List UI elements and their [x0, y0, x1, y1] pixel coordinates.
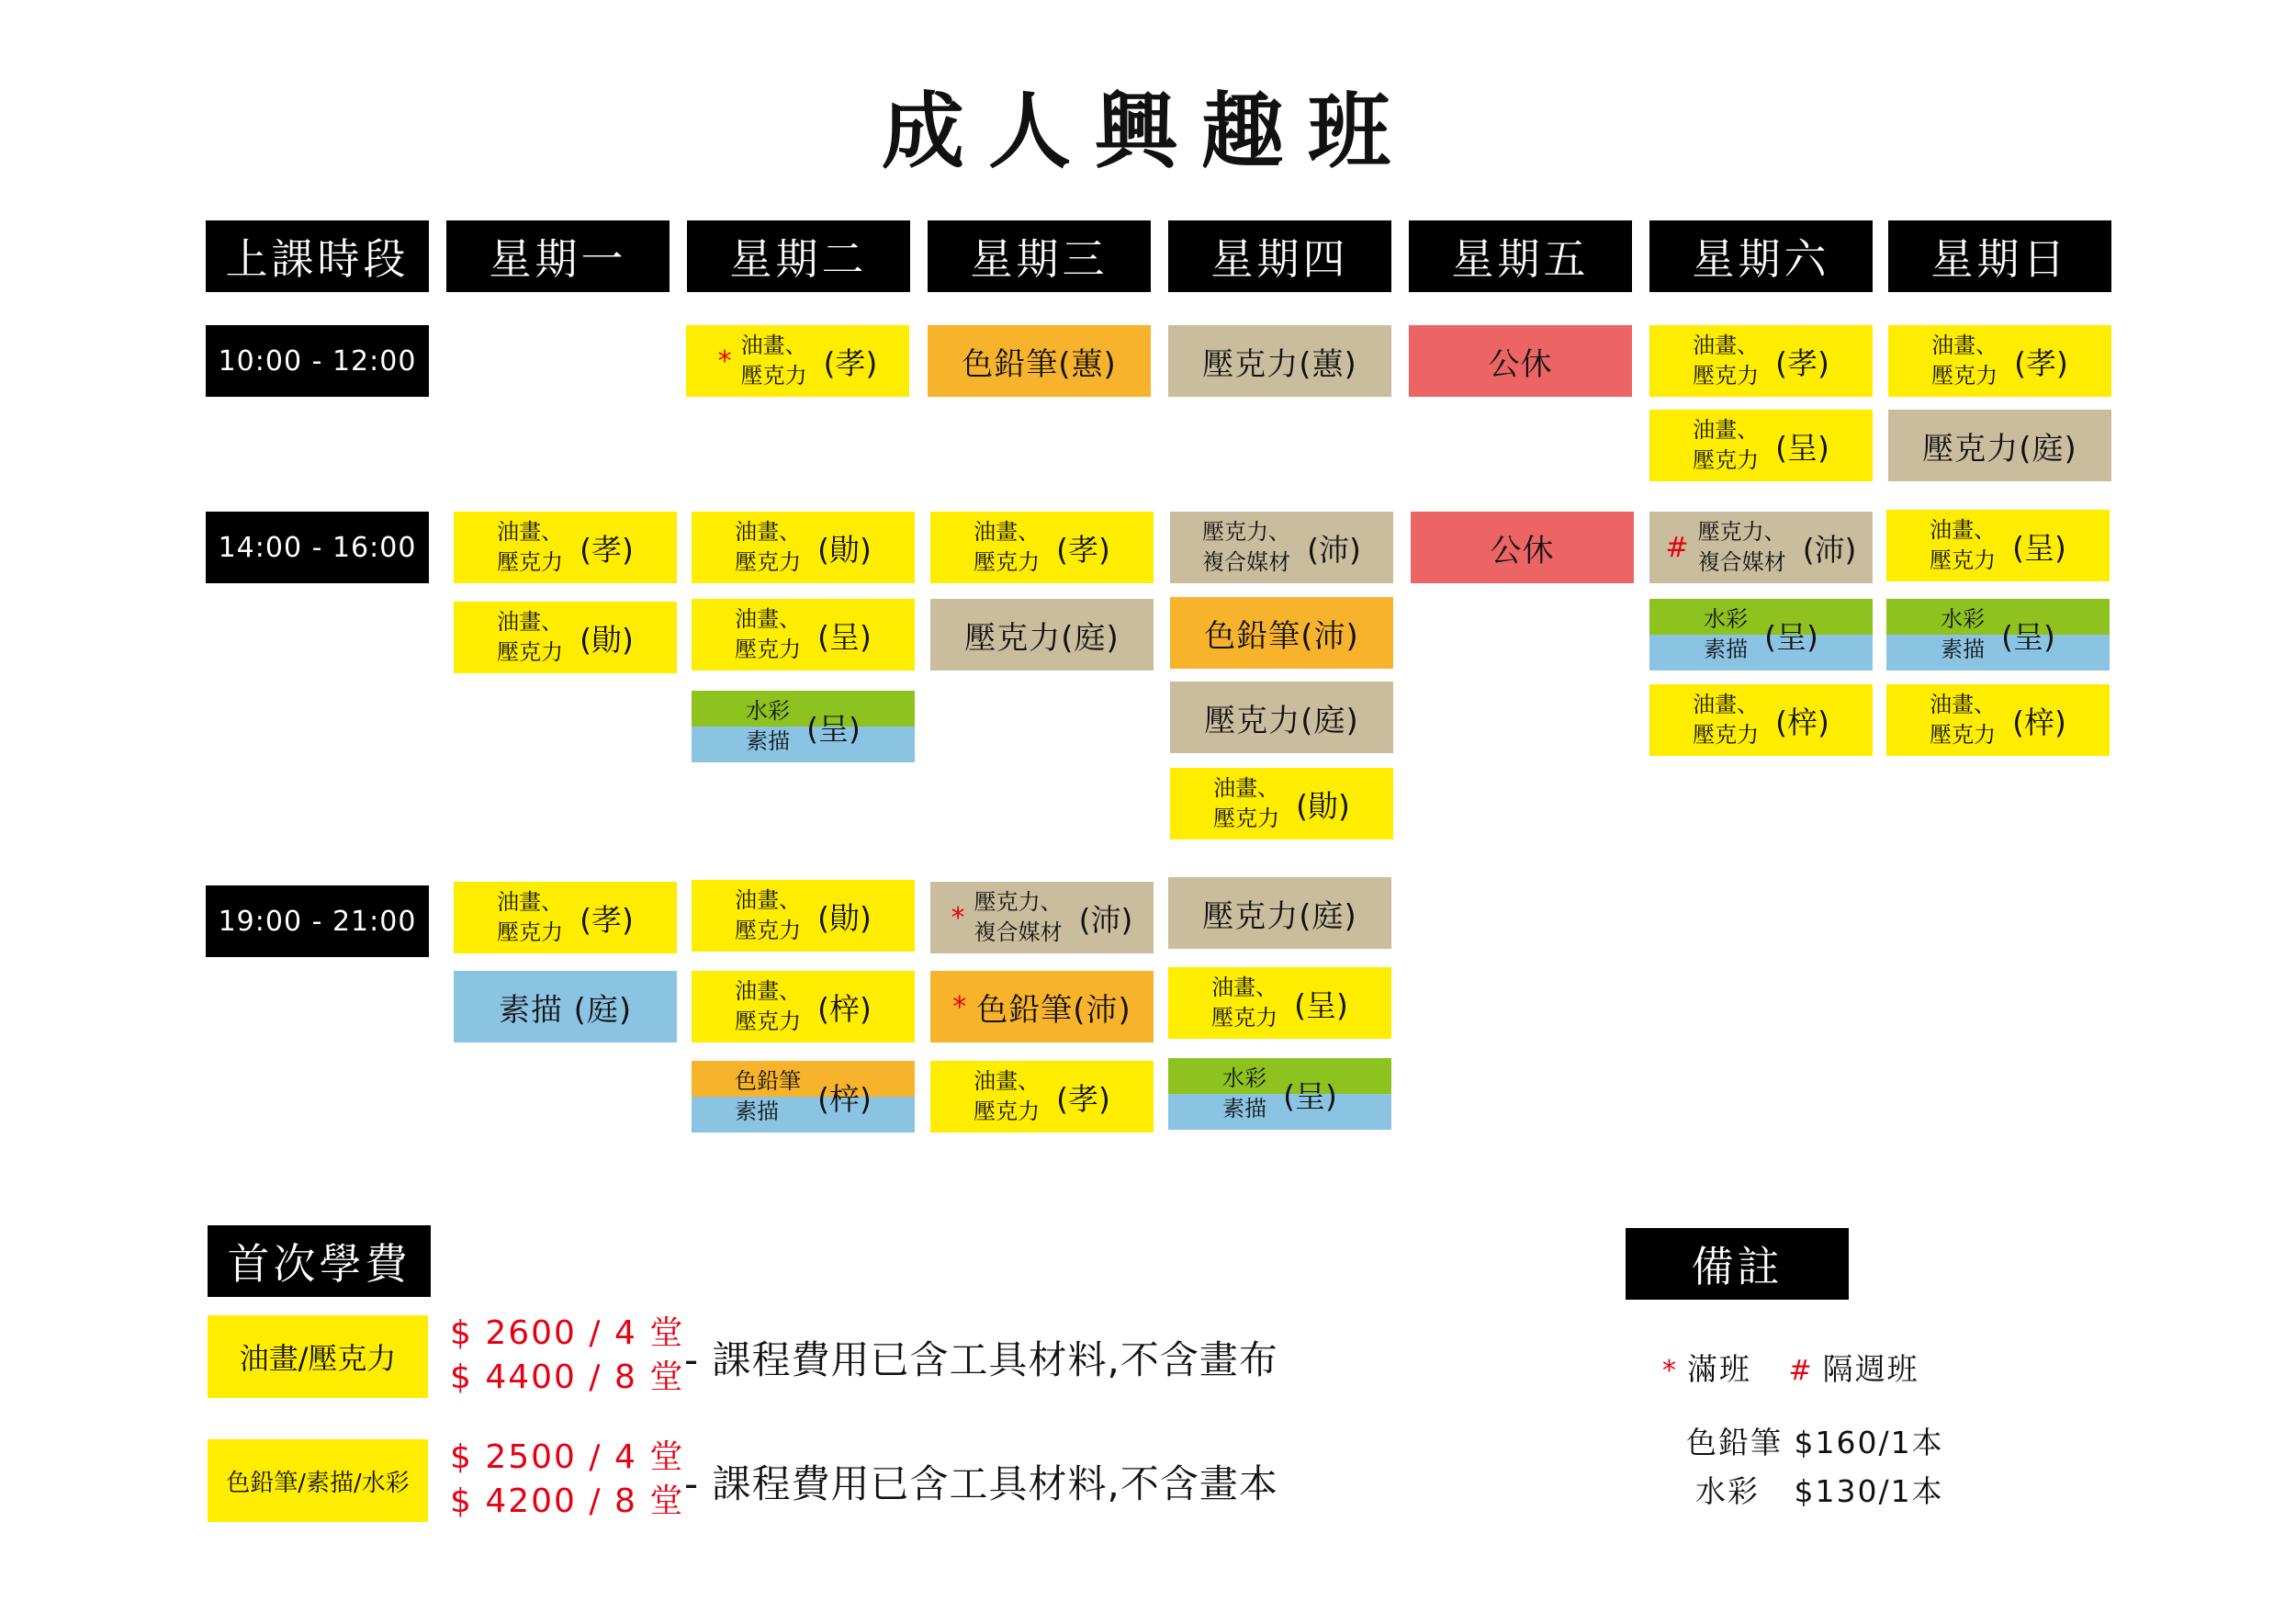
remarks-title: 備註	[1626, 1228, 1849, 1300]
class-line-2: 素描	[1704, 637, 1749, 662]
class-cell	[692, 691, 915, 762]
class-line-1: 油畫、	[1693, 332, 1760, 358]
class-line-1: 色鉛筆	[735, 1068, 802, 1094]
class-line-2: 壓克力	[497, 919, 564, 945]
class-line-2: 壓克力	[974, 549, 1041, 575]
class-teacher: (孝)	[580, 901, 634, 938]
class-teacher: (孝)	[2014, 344, 2068, 381]
class-line-2: 壓克力	[1693, 363, 1760, 389]
class-teacher: (呈)	[817, 618, 872, 655]
class-teacher: (孝)	[580, 531, 634, 568]
class-teacher: (呈)	[1294, 986, 1348, 1023]
header-saturday: 星期六	[1649, 220, 1873, 292]
remarks-legend	[1662, 1346, 1919, 1389]
class-line-1: 壓克力、	[974, 889, 1063, 915]
class-cell	[692, 880, 915, 952]
full-class-mark: *	[1662, 1355, 1678, 1387]
class-line-1: 水彩	[1222, 1065, 1267, 1091]
header-monday: 星期一	[446, 220, 670, 292]
class-line-1: 水彩	[1941, 606, 1986, 632]
page-title: 成人興趣班	[882, 84, 1414, 180]
class-teacher: (呈)	[1775, 429, 1829, 466]
class-line-2: 壓克力	[1211, 1005, 1278, 1031]
fee-price-8: $ 4200 / 8 堂	[450, 1482, 685, 1520]
class-line-2: 壓克力	[1930, 547, 1997, 573]
class-line-2: 壓克力	[1693, 722, 1760, 748]
class-label: 壓克力(庭)	[1202, 897, 1357, 935]
class-line-2: 壓克力	[497, 549, 564, 575]
class-teacher: (梓)	[2012, 704, 2066, 740]
class-cell	[1168, 325, 1391, 397]
header-thursday: 星期四	[1168, 220, 1391, 292]
class-cell	[692, 1061, 915, 1133]
closed-cell	[1409, 325, 1632, 397]
class-line-1: 油畫、	[1213, 775, 1280, 801]
class-teacher: (孝)	[1056, 1080, 1110, 1117]
class-cell	[1888, 325, 2111, 397]
fee-label-oil-acrylic	[208, 1315, 428, 1398]
class-line-1: 油畫、	[1931, 332, 1998, 358]
class-cell	[1168, 1058, 1391, 1130]
class-line-2: 複合媒材	[1697, 549, 1786, 575]
class-line-2: 壓克力	[1931, 363, 1998, 389]
header-sunday: 星期日	[1888, 220, 2111, 292]
class-line-2: 壓克力	[735, 637, 802, 662]
class-line-1: 油畫、	[735, 887, 802, 913]
class-label: 素描 (庭)	[498, 991, 633, 1029]
class-teacher: (勛)	[580, 621, 634, 658]
class-teacher: (沛)	[1307, 531, 1361, 568]
class-line-1: 水彩	[746, 698, 791, 724]
class-cell	[686, 325, 909, 397]
class-line-1: 油畫、	[735, 519, 802, 545]
class-line-1: 油畫、	[1930, 517, 1997, 543]
class-line-1: 油畫、	[1211, 975, 1278, 1000]
fee-price-4: $ 2500 / 4 堂	[450, 1438, 685, 1476]
class-cell	[454, 602, 677, 673]
class-line-1: 壓克力、	[1697, 519, 1786, 545]
class-label: 壓克力(庭)	[1204, 702, 1359, 739]
fees-title: 首次學費	[208, 1225, 431, 1297]
class-cell	[930, 971, 1154, 1043]
class-teacher: (勛)	[817, 531, 872, 568]
class-cell	[930, 1061, 1154, 1133]
class-line-1: 油畫、	[740, 332, 807, 358]
fee-note-pencil-sketch-watercolor: - 課程費用已含工具材料,不含畫本	[684, 1461, 1278, 1506]
class-line-1: 油畫、	[1693, 692, 1760, 717]
closed-label: 公休	[1490, 532, 1555, 569]
class-cell	[454, 971, 677, 1043]
header-time-slot: 上課時段	[206, 220, 429, 292]
class-teacher: (孝)	[1056, 531, 1110, 568]
class-cell	[1649, 599, 1873, 671]
class-label: 色鉛筆(沛)	[976, 991, 1131, 1029]
full-class-mark: *	[951, 901, 965, 934]
class-teacher: (沛)	[1802, 531, 1857, 568]
header-friday: 星期五	[1409, 220, 1632, 292]
remarks-line-watercolor: 水彩 $130/1本	[1695, 1473, 1944, 1509]
class-cell	[692, 512, 915, 583]
class-teacher: (呈)	[806, 710, 861, 747]
class-label: 色鉛筆(蕙)	[962, 345, 1117, 383]
class-teacher: (孝)	[823, 344, 878, 381]
class-teacher: (孝)	[1775, 344, 1829, 381]
alternate-week-mark: #	[1788, 1355, 1814, 1387]
class-cell	[454, 512, 677, 583]
class-label: 壓克力(蕙)	[1202, 345, 1357, 383]
class-line-2: 壓克力	[974, 1099, 1041, 1124]
class-line-2: 壓克力	[1693, 447, 1760, 473]
alternate-week-mark: #	[1665, 531, 1689, 564]
class-cell	[1886, 599, 2110, 671]
class-teacher: (呈)	[2001, 618, 2055, 655]
full-class-mark: *	[952, 990, 968, 1023]
class-cell	[930, 512, 1154, 583]
class-cell	[1649, 512, 1873, 583]
class-cell	[1886, 684, 2110, 756]
class-teacher: (梓)	[1775, 704, 1829, 740]
time-slot-evening: 19:00 - 21:00	[206, 885, 429, 957]
class-line-2: 複合媒材	[1202, 549, 1291, 575]
fee-note-oil-acrylic: - 課程費用已含工具材料,不含畫布	[684, 1337, 1278, 1382]
header-tuesday: 星期二	[687, 220, 910, 292]
class-cell	[1649, 325, 1873, 397]
header-wednesday: 星期三	[928, 220, 1151, 292]
class-line-1: 壓克力、	[1202, 519, 1291, 545]
class-label: 壓克力(庭)	[964, 619, 1120, 657]
class-cell	[1649, 410, 1873, 481]
class-cell	[930, 882, 1154, 953]
class-line-1: 油畫、	[497, 889, 564, 915]
class-line-2: 素描	[735, 1099, 780, 1124]
class-line-2: 壓克力	[735, 1009, 802, 1034]
class-teacher: (梓)	[817, 1080, 872, 1117]
class-cell	[1170, 768, 1393, 840]
class-cell	[692, 599, 915, 671]
fee-label: 色鉛筆/素描/水彩	[226, 1469, 410, 1497]
class-teacher: (勛)	[817, 899, 872, 936]
class-line-2: 壓克力	[1930, 722, 1997, 748]
class-line-1: 油畫、	[735, 606, 802, 632]
class-line-2: 素描	[746, 728, 791, 754]
class-line-1: 油畫、	[497, 519, 564, 545]
class-teacher: (勛)	[1296, 787, 1350, 824]
fee-label-pencil-sketch-watercolor	[208, 1439, 428, 1522]
class-line-1: 油畫、	[974, 519, 1041, 545]
full-class-mark: *	[717, 344, 732, 378]
class-line-1: 油畫、	[974, 1068, 1041, 1094]
class-cell	[1168, 967, 1391, 1039]
fee-label: 油畫/壓克力	[239, 1341, 397, 1376]
class-cell	[1168, 877, 1391, 949]
class-line-1: 油畫、	[497, 609, 564, 635]
remarks-line-pencil: 色鉛筆 $160/1本	[1686, 1425, 1944, 1460]
class-label: 壓克力(庭)	[1922, 430, 2077, 468]
class-line-2: 壓克力	[735, 549, 802, 575]
class-line-2: 壓克力	[740, 363, 807, 389]
class-line-1: 水彩	[1704, 606, 1749, 632]
class-cell	[1649, 684, 1873, 756]
class-cell	[692, 971, 915, 1043]
class-cell	[928, 325, 1151, 397]
class-line-2: 壓克力	[735, 918, 802, 943]
class-cell	[1888, 410, 2111, 481]
class-line-2: 素描	[1222, 1096, 1267, 1121]
class-line-1: 油畫、	[1930, 692, 1997, 717]
class-label: 色鉛筆(沛)	[1204, 617, 1359, 655]
class-line-1: 油畫、	[1693, 417, 1760, 443]
closed-label: 公休	[1488, 345, 1553, 383]
time-slot-morning: 10:00 - 12:00	[206, 325, 429, 397]
class-cell	[1886, 510, 2110, 581]
fee-prices-oil-acrylic	[450, 1312, 684, 1400]
alternate-week-legend: 隔週班	[1822, 1351, 1919, 1387]
time-slot-afternoon: 14:00 - 16:00	[206, 512, 429, 583]
class-cell	[454, 882, 677, 953]
class-line-2: 壓克力	[1213, 806, 1280, 831]
class-cell	[1170, 597, 1393, 669]
fee-prices-pencil-sketch-watercolor	[450, 1436, 684, 1524]
class-line-2: 複合媒材	[974, 919, 1063, 945]
class-teacher: (呈)	[2012, 529, 2066, 566]
class-cell	[1170, 682, 1393, 753]
class-teacher: (沛)	[1078, 901, 1133, 938]
class-teacher: (呈)	[1764, 618, 1818, 655]
closed-cell	[1411, 512, 1634, 583]
class-cell	[1170, 512, 1393, 583]
class-cell	[930, 599, 1154, 671]
fee-price-8: $ 4400 / 8 堂	[450, 1358, 685, 1396]
class-line-1: 油畫、	[735, 978, 802, 1004]
full-class-legend: 滿班	[1687, 1351, 1751, 1387]
class-teacher: (梓)	[817, 990, 872, 1027]
class-teacher: (呈)	[1283, 1077, 1337, 1114]
class-line-2: 素描	[1941, 637, 1986, 662]
fee-price-4: $ 2600 / 4 堂	[450, 1314, 685, 1352]
class-line-2: 壓克力	[497, 639, 564, 665]
